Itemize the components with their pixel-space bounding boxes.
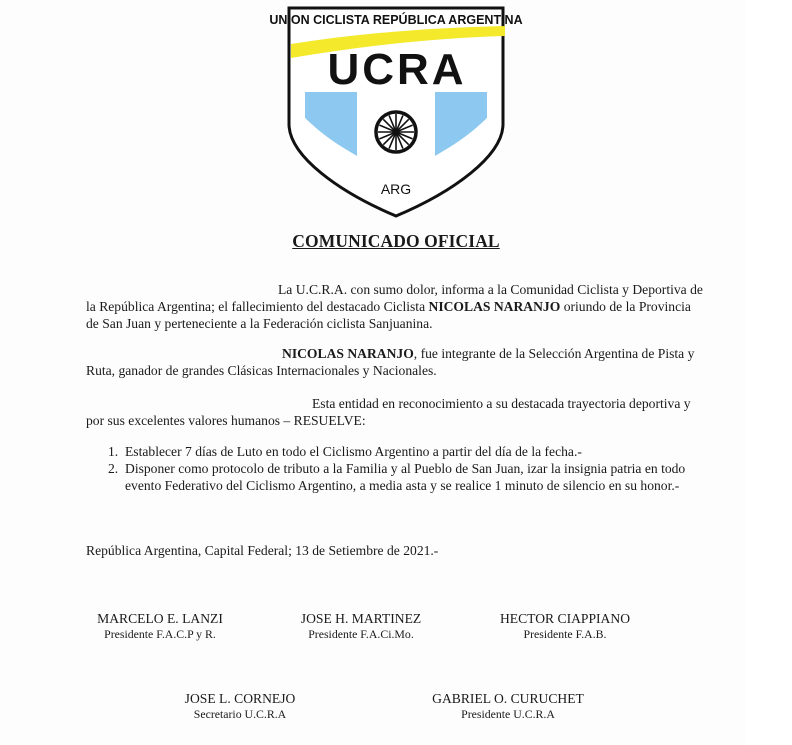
list-item-text: Disponer como protocolo de tributo a la Familia y al Pueblo de San Juan, izar la insignia patria en todo evento Federativo del Ciclismo Argentino, a media asta y se realice 1 minuto de silencio en su honor.-	[125, 461, 686, 493]
signature-block	[271, 610, 451, 642]
p1-deceased-name: NICOLAS NARANJO	[428, 299, 561, 314]
signature-role: Presidente F.A.Ci.Mo.	[308, 627, 414, 641]
signature-block	[475, 610, 655, 642]
document-title: COMUNICADO OFICIAL	[292, 231, 500, 251]
list-item-number: 2.	[108, 461, 119, 476]
p1-text-end: oriundo de la Provincia de San Juan y perteneciente a la Federación ciclista Sanjuanina.	[86, 299, 691, 331]
p2-deceased-name: NICOLAS NARANJO	[282, 346, 414, 361]
list-item	[88, 460, 708, 494]
logo-country: ARG	[380, 181, 412, 197]
ucra-logo	[269, 6, 523, 218]
list-item	[88, 443, 708, 460]
bicycle-wheel-icon	[376, 112, 416, 152]
logo-banner-text: UNION CICLISTA REPÚBLICA ARGENTINA	[269, 13, 523, 27]
signature-name: JOSE L. CORNEJO	[184, 691, 296, 706]
resolution-list	[88, 443, 708, 494]
paragraph-announcement	[86, 281, 706, 332]
signature-block	[150, 690, 330, 722]
p3-text: Esta entidad en reconocimiento a su destacada trayectoria deportiva y por sus excelentes valores humanos – RESUELVE:	[86, 396, 691, 428]
p2-text: , fue integrante de la Selección Argentina de Pista y Ruta, ganador de grandes Clásicas Internacionales y Nacionales.	[86, 346, 695, 378]
list-item-number: 1.	[108, 444, 119, 459]
list-item-text: Establecer 7 días de Luto en todo el Ciclismo Argentino a partir del día de la fecha.-	[125, 444, 582, 459]
signature-role: Presidente F.A.C.P y R.	[104, 627, 216, 641]
paragraph-resolution-intro	[86, 395, 706, 429]
p1-text-start: La U.C.R.A. con sumo dolor, informa a la Comunidad Ciclista y Deportiva de la República Argentina; el fallecimiento del destacado Ciclista	[86, 282, 703, 314]
signature-block	[418, 690, 598, 722]
signature-role: Presidente F.A.B.	[523, 627, 607, 641]
signature-name: MARCELO E. LANZI	[97, 611, 223, 626]
logo-acronym: UCRA	[327, 45, 467, 94]
signature-role: Secretario U.C.R.A	[193, 707, 287, 721]
date-line: República Argentina, Capital Federal; 13 de Setiembre de 2021.-	[86, 543, 439, 558]
paragraph-career	[86, 345, 706, 379]
signature-block	[70, 610, 250, 642]
signature-name: JOSE H. MARTINEZ	[300, 611, 422, 626]
signature-name: HECTOR CIAPPIANO	[499, 611, 631, 626]
signature-role: Presidente U.C.R.A	[461, 707, 555, 721]
signature-name: GABRIEL O. CURUCHET	[432, 691, 584, 706]
